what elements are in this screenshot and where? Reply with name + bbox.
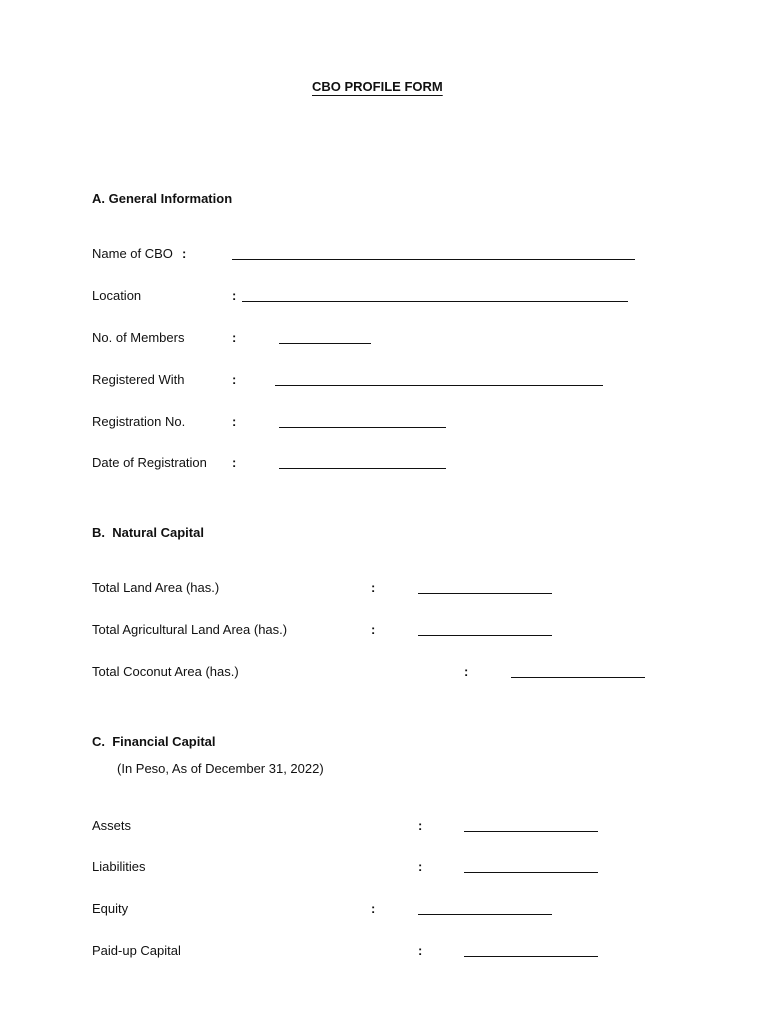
field-label-total-agricultural-land-area: Total Agricultural Land Area (has.) (92, 622, 288, 637)
field-label-registered-with: Registered With (92, 372, 185, 387)
date-of-registration-blank[interactable] (279, 468, 446, 469)
no-of-members-blank[interactable] (279, 343, 371, 344)
section-c-heading: C. Financial Capital (92, 734, 216, 749)
field-colon: : (464, 664, 469, 679)
field-colon: : (232, 288, 237, 303)
field-colon: : (418, 943, 423, 958)
field-label-location: Location (92, 288, 142, 303)
registration-no-blank[interactable] (279, 427, 446, 428)
field-colon: : (232, 330, 237, 345)
field-label-total-land-area: Total Land Area (has.) (92, 580, 220, 595)
section-b-heading: B. Natural Capital (92, 525, 204, 540)
field-colon: : (371, 580, 376, 595)
field-colon: : (232, 414, 237, 429)
field-label-paid-up-capital: Paid-up Capital (92, 943, 181, 958)
field-colon: : (371, 622, 376, 637)
location-blank[interactable] (242, 301, 628, 302)
field-colon: : (182, 246, 187, 261)
field-colon: : (418, 818, 423, 833)
field-label-name-of-cbo: Name of CBO (92, 246, 173, 261)
liabilities-blank[interactable] (464, 872, 598, 873)
field-colon: : (371, 901, 376, 916)
paid-up-capital-blank[interactable] (464, 956, 598, 957)
field-colon: : (418, 859, 423, 874)
field-label-assets: Assets (92, 818, 132, 833)
field-label-no-of-members: No. of Members (92, 330, 185, 345)
total-agricultural-land-area-blank[interactable] (418, 635, 552, 636)
field-label-liabilities: Liabilities (92, 859, 146, 874)
field-colon: : (232, 455, 237, 470)
form-title: CBO PROFILE FORM (312, 79, 443, 94)
field-label-total-coconut-area: Total Coconut Area (has.) (92, 664, 239, 679)
field-label-date-of-registration: Date of Registration (92, 455, 207, 470)
registered-with-blank[interactable] (275, 385, 603, 386)
section-c-subheading: (In Peso, As of December 31, 2022) (117, 761, 324, 776)
section-a-heading: A. General Information (92, 191, 233, 206)
name-of-cbo-blank[interactable] (232, 259, 635, 260)
equity-blank[interactable] (418, 914, 552, 915)
total-land-area-blank[interactable] (418, 593, 552, 594)
field-label-registration-no: Registration No. (92, 414, 186, 429)
field-label-equity: Equity (92, 901, 129, 916)
field-colon: : (232, 372, 237, 387)
total-coconut-area-blank[interactable] (511, 677, 645, 678)
assets-blank[interactable] (464, 831, 598, 832)
